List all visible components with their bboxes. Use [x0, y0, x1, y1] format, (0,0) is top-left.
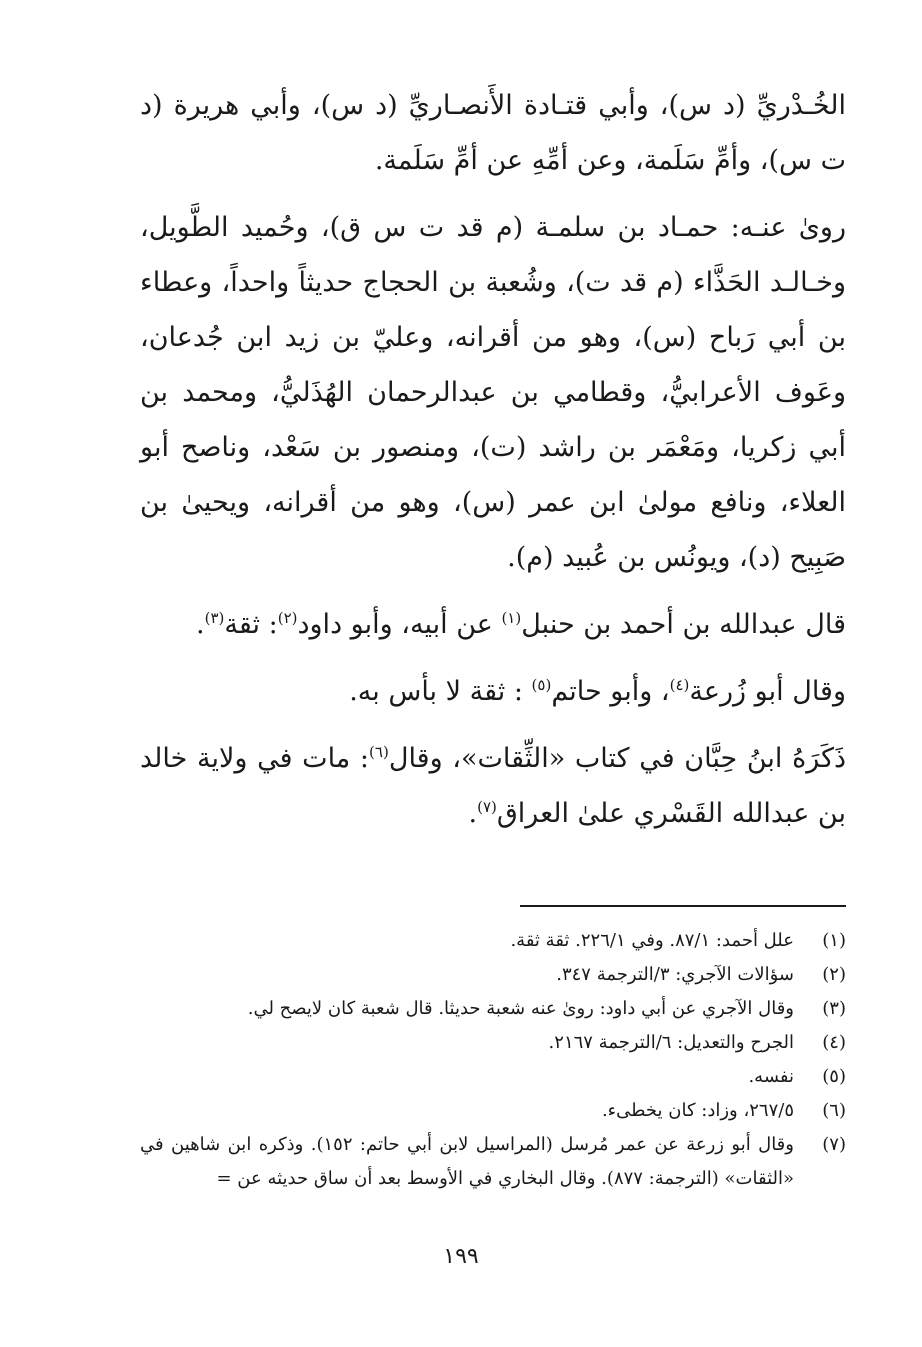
footnote-text: علل أحمد: ٨٧/١. وفي ٢٢٦/١. ثقة ثقة.: [510, 930, 794, 951]
footnote-item: [140, 924, 846, 958]
footnote-text: وقال أبو زرعة عن عمر مُرسل (المراسيل لابن أبي حاتم: ١٥٢). وذكره ابن شاهين في «الثقات» (الترجمة: ٨٧٧). وقال البخاري في الأوسط بعد أن ساق حديثه عن =: [140, 1134, 794, 1189]
paragraph-abuzura-abuhatim: وقال أبو زُرعة$^{(٤)}$، وأبو حاتم$^{(٥)}$ : ثقة لا بأس به.: [349, 676, 846, 707]
footnote-ref-2[interactable]: (٢): [277, 609, 298, 627]
footnote-text: سؤالات الآجري: ٣/الترجمة ٣٤٧.: [556, 964, 794, 985]
footnote-text: وقال الآجري عن أبي داود: رویٰ عنه شعبة حديثا. قال شعبة كان لايصح لي.: [247, 998, 794, 1019]
paragraph-students: رویٰ عنـه: حمـاد بن سلمـة (م قد ت س ق)، وحُميد الطَّويل، وخـالـد الحَذَّاء (م قد ت)، وشُعبة بن الحجاج حديثاً واحداً، وعطاء بن أبي رَباح (س)، وهو من أقرانه، وعليّ بن زيد ابن جُدعان، وعَوف الأعرابيُّ، وقطامي بن عبدالرحمان الهُذَليُّ، ومحمد بن أبي زكريا، ومَعْمَر بن راشد (ت)، ومنصور بن سَعْد، وناصح أبو العلاء، ونافع مولىٰ ابن عمر (س)، وهو من أقرانه، ويحيىٰ بن صَبِيح (د)، ويونُس بن عُبيد (م).: [140, 212, 846, 573]
footnote-number: (٤): [822, 1032, 846, 1053]
page-number: ١٩٩: [443, 1244, 479, 1269]
paragraph-ibnhibban: ذَكَرَهُ ابنُ حِبَّان في كتاب «الثِّقات»، وقال$^{(٦)}$: مات في ولاية خالد بن عبدالله القَسْري علىٰ العراق$^{(٧)}$.: [140, 743, 846, 829]
footnote-number: (١): [822, 930, 846, 951]
footnote-item: [140, 958, 846, 992]
footnote-number: (٢): [822, 964, 846, 985]
footnote-number: (٦): [822, 1100, 846, 1121]
footnote-ref-5[interactable]: (٥): [531, 676, 552, 694]
footnote-text: نفسه.: [748, 1066, 794, 1087]
footnote-item: [140, 1060, 846, 1094]
footnote-number: (٧): [822, 1134, 846, 1155]
footnote-ref-1[interactable]: (١): [501, 609, 522, 627]
footnote-ref-7[interactable]: (٧): [477, 798, 497, 816]
footnote-text: الجرح والتعديل: ٦/الترجمة ٢١٦٧.: [548, 1032, 794, 1053]
footnote-separator: [520, 905, 846, 907]
footnote-ref-6[interactable]: (٦): [369, 743, 389, 761]
footnote-item: [140, 1128, 846, 1196]
footnote-number: (٣): [822, 998, 846, 1019]
main-text: [140, 78, 846, 853]
paragraph-ahmad-abudawud: قال عبدالله بن أحمد بن حنبل$^{(١)}$ عن أبيه، وأبو داود$^{(٢)}$: ثقة$^{(٣)}$.: [196, 609, 846, 640]
paragraph-teachers-continued: الخُـدْريِّ (د س)، وأبي قتـادة الأَنصـاريِّ (د س)، وأبي هريرة (د ت س)، وأمِّ سَلَمة، وعن أمِّهِ عن أمِّ سَلَمة.: [140, 90, 846, 176]
footnote-item: [140, 1026, 846, 1060]
footnote-ref-4[interactable]: (٤): [669, 676, 690, 694]
footnote-item: [140, 1094, 846, 1128]
footnote-text: ٢٦٧/٥، وزاد: كان يخطىء.: [601, 1100, 794, 1121]
footnote-number: (٥): [822, 1066, 846, 1087]
footnotes: [140, 924, 846, 1196]
footnote-ref-3[interactable]: (٣): [204, 609, 225, 627]
footnote-item: [140, 992, 846, 1026]
